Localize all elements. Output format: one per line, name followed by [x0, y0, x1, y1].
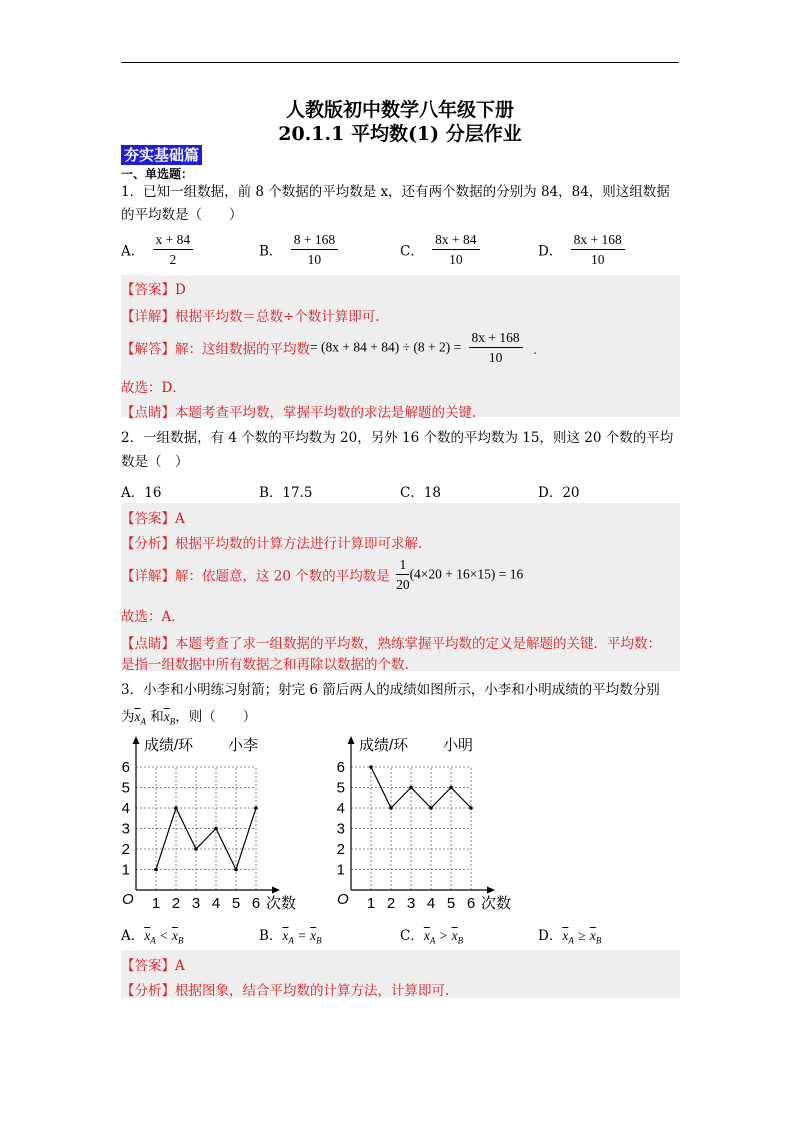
q2-option-c: C．18 — [400, 485, 442, 501]
xiaoli-point-1 — [154, 868, 158, 872]
q1-comment: 【点睛】本题考查平均数，掌握平均数的求法是解题的关键. — [121, 405, 477, 421]
q3-option-b: B．$\overline{x}_A = \overline{x}_B$ — [259, 928, 322, 946]
xiaoming-xtick-2: 2 — [386, 895, 396, 912]
xiaoming-point-5 — [449, 786, 453, 790]
xiaoli-x-arrow — [272, 887, 280, 894]
q1-solution: 【解答】解：这组数据的平均数= (8x + 84 + 84) ÷ (8 + 2) = $\frac{8x + 168}{10}$ ． — [121, 330, 547, 365]
q2-analysis: 【分析】根据平均数的计算方法进行计算即可求解. — [121, 536, 423, 552]
doc-title-line2: 20.1.1 平均数(1) 分层作业 — [278, 123, 522, 145]
xiaoli-ytick-4: 4 — [121, 800, 130, 817]
xiaoming-ytick-2: 2 — [336, 841, 345, 858]
xiaoli-title: 小李 — [228, 737, 259, 754]
q2-option-d: D．20 — [538, 485, 580, 501]
xiaoming-ytick-4: 4 — [336, 800, 345, 817]
chart-xiaoli — [110, 732, 340, 914]
q1-option-c: C． $\frac{8x + 84}{10}$ — [400, 232, 480, 267]
xiaoli-xtick-6: 6 — [251, 895, 261, 912]
q1-option-a: A． $\frac{x + 84}{2}$ — [121, 232, 193, 267]
xiaoli-xtick-2: 2 — [171, 895, 181, 912]
xiaoli-ylabel: 成绩/环 — [144, 737, 194, 754]
section-heading: 夯实基础篇 — [121, 145, 202, 165]
xiaoming-xtick-5: 5 — [446, 895, 456, 912]
q2-option-a: A．16 — [121, 485, 162, 501]
q3-answer: 【答案】A — [121, 958, 185, 974]
xiaoming-point-4 — [429, 806, 433, 810]
q2-answer: 【答案】A — [121, 511, 185, 527]
q1-stem-line2: 的平均数是（ ） — [121, 207, 243, 223]
xiaoming-xtick-6: 6 — [466, 895, 476, 912]
xiaoli-point-6 — [254, 806, 258, 810]
q3-option-a: A．$\overline{x}_A < \overline{x}_B$ — [121, 928, 184, 946]
xiaoming-point-6 — [469, 806, 473, 810]
xiaoming-xtick-1: 1 — [366, 895, 376, 912]
q2-choose: 故选：A． — [121, 609, 185, 625]
chart-xiaoming — [325, 732, 555, 914]
xiaoli-ytick-5: 5 — [121, 779, 130, 797]
xiaoli-point-2 — [174, 806, 178, 810]
q3-analysis: 【分析】根据图象，结合平均数的计算方法，计算即可. — [121, 983, 450, 999]
xiaoli-ytick-6: 6 — [121, 759, 130, 776]
q1-detail: 【详解】根据平均数＝总数÷个数计算即可. — [121, 309, 380, 325]
q3-stem-line2: 为$\overline{x}_A$ 和$\overline{x}_B$，则（ ） — [121, 709, 257, 727]
xiaoming-y-arrow — [348, 736, 355, 744]
q1-stem-line1: 1．已知一组数据，前 8 个数据的平均数是 x，还有两个数据的分别为 84，84，则这组数据 — [121, 184, 670, 200]
xiaoli-ytick-2: 2 — [121, 841, 130, 858]
q3-stem-line1: 3．小李和小明练习射箭；射完 6 箭后两人的成绩如图所示，小李和小明成绩的平均数分别 — [121, 682, 660, 698]
q2-option-b: B．17.5 — [259, 485, 313, 501]
q1-choose: 故选：D． — [121, 380, 186, 396]
xiaoli-ytick-1: 1 — [121, 861, 130, 879]
xiaoli-point-3 — [194, 847, 198, 851]
q2-stem-line2: 数是（ ） — [121, 454, 189, 470]
q2-comment-line2: 是指一组数据中所有数据之和再除以数据的个数. — [121, 657, 409, 673]
xiaoli-point-4 — [214, 827, 218, 831]
q2-stem-line1: 2．一组数据，有 4 个数的平均数为 20，另外 16 个数的平均数为 15，则这 20 个数的平均 — [121, 430, 674, 446]
doc-title-line1: 人教版初中数学八年级下册 — [285, 99, 514, 121]
xiaoming-xtick-3: 3 — [406, 895, 416, 912]
xiaoming-xtick-4: 4 — [426, 895, 436, 912]
xiaoming-ytick-6: 6 — [336, 759, 345, 776]
q2-detail: 【详解】解：依题意，这 20 个数的平均数是 $\frac{1}{20}$ (4×20 + 16×15) = 16 — [121, 557, 524, 592]
xiaoli-series-line — [156, 808, 256, 870]
q2-comment-line1: 【点睛】本题考查了求一组数据的平均数，熟练掌握平均数的定义是解题的关键．平均数： — [121, 636, 661, 652]
xiaoming-ylabel: 成绩/环 — [359, 737, 409, 754]
xiaoming-point-1 — [369, 765, 373, 769]
xiaoli-xtick-3: 3 — [191, 895, 201, 912]
xiaoming-point-3 — [409, 786, 413, 790]
q3-option-c: C．$\overline{x}_A > \overline{x}_B$ — [400, 928, 464, 946]
xiaoming-xlabel: 次数 — [481, 895, 512, 912]
xiaoming-ytick-3: 3 — [336, 820, 345, 838]
q1-option-b: B． $\frac{8 + 168}{10}$ — [259, 232, 338, 267]
xiaoli-y-arrow — [133, 736, 140, 744]
xiaoming-ytick-5: 5 — [336, 779, 345, 797]
xiaoming-origin-label: O — [337, 891, 349, 908]
xiaoli-xtick-1: 1 — [151, 895, 161, 912]
subsection-heading: 一、单选题： — [121, 167, 194, 181]
header-rule — [121, 62, 679, 63]
xiaoli-xlabel: 次数 — [266, 895, 297, 912]
q1-answer: 【答案】D — [121, 282, 186, 298]
xiaoli-xtick-5: 5 — [231, 895, 241, 912]
xiaoli-origin-label: O — [122, 891, 134, 908]
xiaoming-point-2 — [389, 806, 393, 810]
q3-option-d: D．$\overline{x}_A \ge \overline{x}_B$ — [538, 928, 602, 946]
xiaoming-x-arrow — [487, 887, 495, 894]
q1-option-d: D． $\frac{8x + 168}{10}$ — [538, 232, 625, 267]
xiaoli-ytick-3: 3 — [121, 820, 130, 838]
xiaoming-title: 小明 — [443, 737, 474, 754]
xiaoli-xtick-4: 4 — [211, 895, 221, 912]
xiaoming-ytick-1: 1 — [336, 861, 345, 879]
xiaoli-point-5 — [234, 868, 238, 872]
